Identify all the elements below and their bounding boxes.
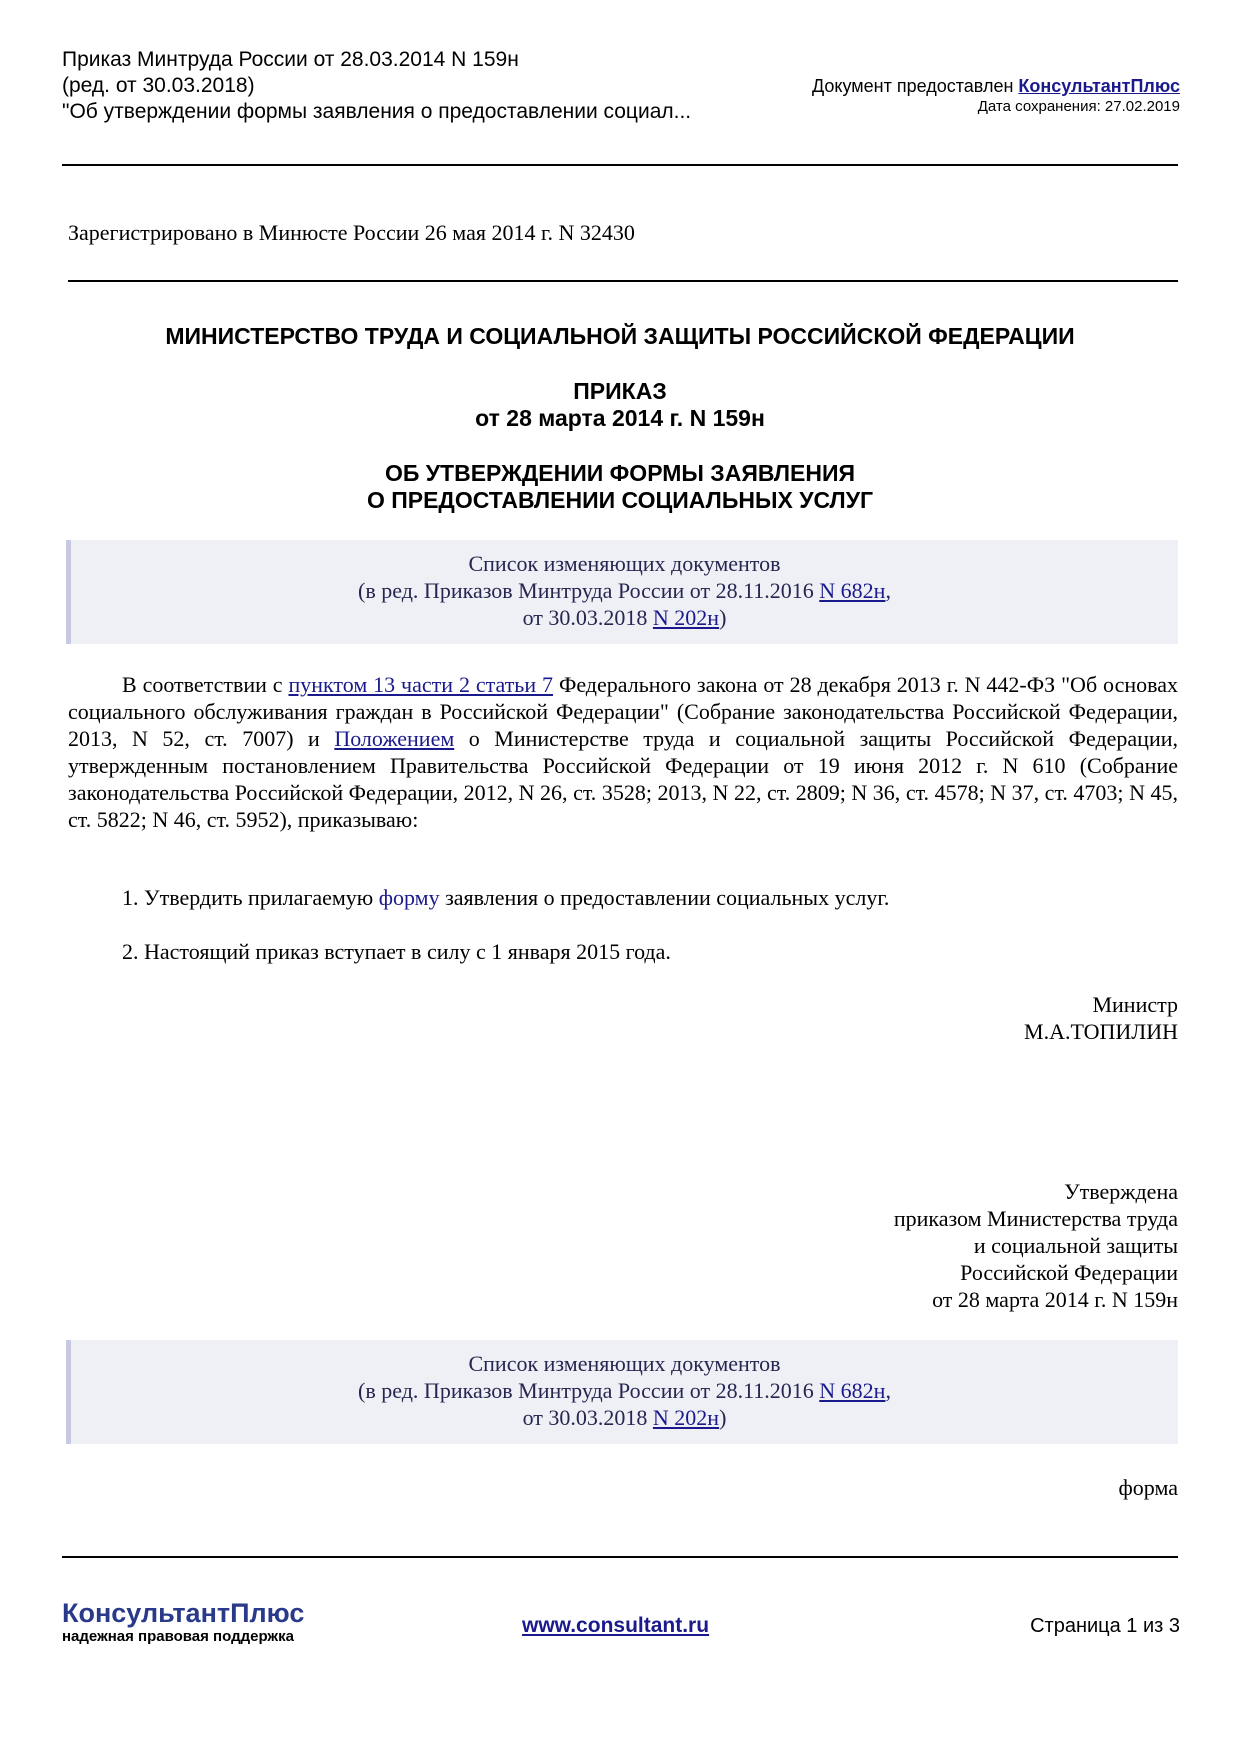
changes-line: от 30.03.2018 N 202н)	[522, 1405, 727, 1430]
provided-by: Документ предоставлен КонсультантПлюс	[812, 76, 1180, 96]
amendment-link-682n[interactable]: N 682н	[819, 1378, 886, 1403]
header-doc-title: Приказ Минтруда России от 28.03.2014 N 159н	[62, 48, 519, 71]
document-header-right	[812, 75, 1180, 117]
amendment-link-682n[interactable]: N 682н	[819, 578, 886, 603]
signature-position: Министр	[1092, 992, 1178, 1017]
signature-name: М.А.ТОПИЛИН	[1024, 1019, 1178, 1044]
regulation-link[interactable]: Положением	[334, 726, 455, 751]
footer-divider	[62, 1556, 1178, 1558]
changes-box	[66, 1340, 1178, 1444]
form-label: форма	[1118, 1475, 1178, 1500]
footer-url-link[interactable]: www.consultant.ru	[522, 1614, 710, 1637]
changes-line: от 30.03.2018 N 202н)	[522, 605, 727, 630]
footer-tagline: надежная правовая поддержка	[62, 1628, 294, 1645]
changes-heading: Список изменяющих документов	[468, 1351, 781, 1376]
changes-line: (в ред. Приказов Минтруда России от 28.11.2016 N 682н,	[358, 578, 891, 603]
save-date: Дата сохранения: 27.02.2019	[977, 98, 1180, 115]
order-subject-line2: О ПРЕДОСТАВЛЕНИИ СОЦИАЛЬНЫХ УСЛУГ	[366, 487, 874, 513]
form-link[interactable]: форму	[378, 885, 440, 910]
amendment-link-202n[interactable]: N 202н	[652, 1405, 720, 1430]
footer-logo	[62, 1598, 304, 1646]
header-edition: (ред. от 30.03.2018)	[62, 74, 255, 97]
ministry-title: МИНИСТЕРСТВО ТРУДА И СОЦИАЛЬНОЙ ЗАЩИТЫ РОССИЙСКОЙ ФЕДЕРАЦИИ	[165, 323, 1075, 349]
changes-box	[66, 540, 1178, 644]
signature-block	[1024, 991, 1178, 1045]
registration-divider	[68, 280, 1178, 282]
order-date: от 28 марта 2014 г. N 159н	[475, 405, 765, 431]
law-article-link[interactable]: пунктом 13 части 2 статьи 7	[288, 672, 554, 697]
header-divider	[62, 164, 1178, 166]
order-subject-line1: ОБ УТВЕРЖДЕНИИ ФОРМЫ ЗАЯВЛЕНИЯ	[384, 460, 856, 486]
order-item-1: 1. Утвердить прилагаемую форму заявления о предоставлении социальных услуг.	[122, 885, 890, 910]
footer-brand: КонсультантПлюс	[62, 1598, 305, 1628]
preamble-paragraph: В соответствии с пунктом 13 части 2 статьи 7 Федерального закона от 28 декабря 2013 г. N 442-ФЗ "Об основах социального обслуживания граждан в Российской Федерации" (Собрание законодательства Российской Федерации, 2013, N 52, ст. 7007) и Положением о Министерстве труда и социальной защиты Российской Федерации, утвержденным постановлением Правительства Российской Федерации от 19 июня 2012 г. N 610 (Собрание законодательства Российской Федерации, 2012, N 26, ст. 3528; 2013, N 22, ст. 2809; N 36, ст. 4578; N 37, ст. 4703; N 45, ст. 5822; N 46, ст. 5952), приказываю:	[68, 672, 1178, 832]
page-number: Страница 1 из 3	[1030, 1615, 1180, 1637]
document-header-left	[62, 47, 691, 125]
consultant-plus-link[interactable]: КонсультантПлюс	[1018, 76, 1180, 96]
amendment-link-202n[interactable]: N 202н	[652, 605, 720, 630]
changes-heading: Список изменяющих документов	[468, 551, 781, 576]
changes-line: (в ред. Приказов Минтруда России от 28.11.2016 N 682н,	[358, 1378, 891, 1403]
registration-note: Зарегистрировано в Минюсте России 26 мая 2014 г. N 32430	[68, 220, 635, 245]
approval-block: Утверждена приказом Министерства труда и социальной защиты Российской Федерации от 28 марта 2014 г. N 159н	[893, 1179, 1178, 1312]
order-item-2: 2. Настоящий приказ вступает в силу с 1 января 2015 года.	[122, 939, 671, 964]
order-title: ПРИКАЗ	[573, 378, 667, 404]
header-doc-subject: "Об утверждении формы заявления о предоставлении социал...	[62, 100, 692, 123]
